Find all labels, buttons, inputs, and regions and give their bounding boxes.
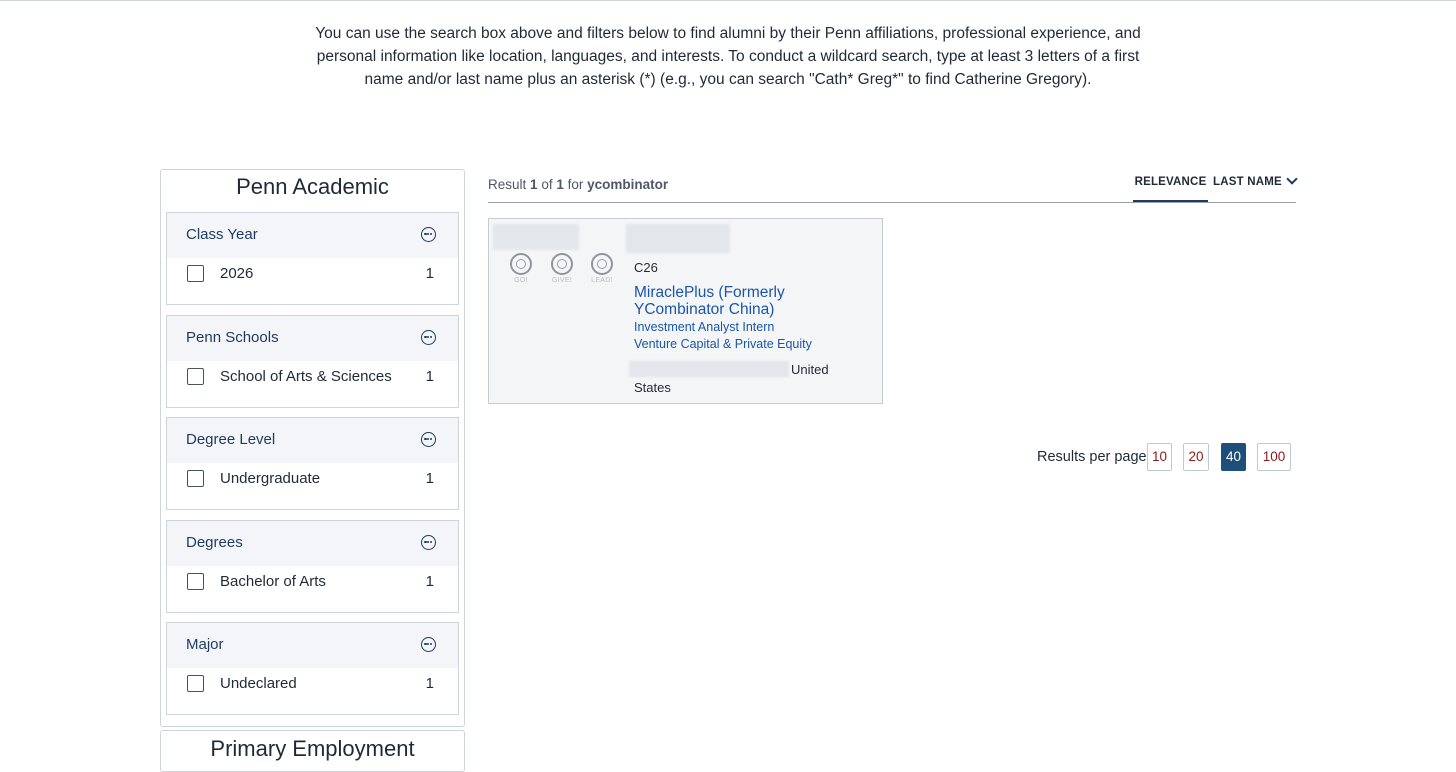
results-per-page-20[interactable]: 20 <box>1183 443 1209 471</box>
facet-header[interactable] <box>167 418 458 463</box>
sort-last-name-dropdown[interactable] <box>1213 176 1296 188</box>
checkbox[interactable] <box>187 368 204 385</box>
facet-option-label: Bachelor of Arts <box>220 573 326 590</box>
result-start: 1 <box>530 177 538 192</box>
facet-option-label: 2026 <box>220 265 254 282</box>
location-country: United <box>791 362 829 377</box>
facet-option[interactable] <box>167 361 458 407</box>
lead-badge-label: LEAD! <box>591 277 613 284</box>
class-year: C26 <box>634 260 658 275</box>
checkbox[interactable] <box>187 573 204 590</box>
industry-link[interactable]: Venture Capital & Private Equity <box>634 337 812 351</box>
search-instructions: You can use the search box above and filters below to find alumni by their Penn affiliations, professional experience, and personal information like location, languages, and interests. To conduct a wildcard search, type at least 3 letters of a first name and/or last name plus an asterisk (*) (e.g., you can search "Cath* Greg*" to find Catherine Gregory). <box>315 25 1141 88</box>
more-options-icon[interactable] <box>421 637 436 652</box>
facet-header[interactable] <box>167 521 458 566</box>
facet-penn-schools <box>166 315 459 408</box>
chevron-down-icon <box>1286 173 1297 184</box>
more-options-icon[interactable] <box>421 432 436 447</box>
redacted-name[interactable] <box>626 224 730 253</box>
result-summary <box>488 177 668 192</box>
redacted-photo <box>493 224 579 250</box>
facet-option[interactable] <box>167 668 458 714</box>
checkbox[interactable] <box>187 470 204 487</box>
facet-option-count: 1 <box>425 675 434 692</box>
top-divider <box>0 0 1456 1</box>
results-per-page-100[interactable]: 100 <box>1257 443 1291 471</box>
results-per-page-40[interactable]: 40 <box>1221 443 1246 471</box>
filter-panel-title: Penn Academic <box>236 174 389 199</box>
go-badge-icon <box>510 253 532 275</box>
facet-header[interactable] <box>167 316 458 361</box>
facet-option-label: School of Arts & Sciences <box>220 368 392 385</box>
lead-badge-icon <box>591 253 613 275</box>
more-options-icon[interactable] <box>421 535 436 550</box>
result-prefix: Result <box>488 177 527 192</box>
checkbox[interactable] <box>187 675 204 692</box>
filter-panel-penn-academic <box>160 169 465 727</box>
search-query: ycombinator <box>587 177 669 192</box>
employer-link[interactable]: MiraclePlus (Formerly YCombinator China) <box>634 284 785 318</box>
facet-header[interactable] <box>167 213 458 258</box>
give-badge-icon <box>551 253 573 275</box>
facet-option[interactable] <box>167 258 458 304</box>
facet-title: Class Year <box>186 226 258 243</box>
more-options-icon[interactable] <box>421 227 436 242</box>
facet-title: Major <box>186 636 224 653</box>
facet-option[interactable] <box>167 566 458 612</box>
facet-title: Degree Level <box>186 431 276 448</box>
facet-option-count: 1 <box>425 573 434 590</box>
filter-panel-title: Primary Employment <box>210 736 415 761</box>
facet-header[interactable] <box>167 623 458 668</box>
more-options-icon[interactable] <box>421 330 436 345</box>
result-for: for <box>567 177 584 192</box>
result-of: of <box>541 177 553 192</box>
location-country-cont: States <box>634 380 671 395</box>
facet-option-label: Undergraduate <box>220 470 321 487</box>
result-total: 1 <box>556 177 564 192</box>
facet-title: Degrees <box>186 534 243 551</box>
give-badge-label: GIVE! <box>551 277 573 284</box>
results-per-page-10[interactable]: 10 <box>1147 443 1172 471</box>
job-title-link[interactable]: Investment Analyst Intern <box>634 320 775 334</box>
facet-option-count: 1 <box>425 470 434 487</box>
facet-title: Penn Schools <box>186 329 279 346</box>
results-per-page-label: Results per page <box>1037 449 1147 465</box>
checkbox[interactable] <box>187 265 204 282</box>
filter-panel-primary-employment <box>160 730 465 772</box>
redacted-location <box>629 361 789 377</box>
facet-degree-level <box>166 417 459 510</box>
facet-option-label: Undeclared <box>220 675 297 692</box>
facet-degrees <box>166 520 459 613</box>
alumni-result-card[interactable] <box>488 218 883 404</box>
facet-major <box>166 622 459 715</box>
facet-option-count: 1 <box>425 265 434 282</box>
facet-class-year <box>166 212 459 305</box>
facet-option-count: 1 <box>425 368 434 385</box>
facet-option[interactable] <box>167 463 458 509</box>
sort-relevance-tab[interactable]: RELEVANCE <box>1133 176 1208 202</box>
sort-divider <box>488 202 1296 203</box>
sort-last-name-label: LAST NAME <box>1213 176 1282 188</box>
go-badge-label: GO! <box>514 277 528 284</box>
